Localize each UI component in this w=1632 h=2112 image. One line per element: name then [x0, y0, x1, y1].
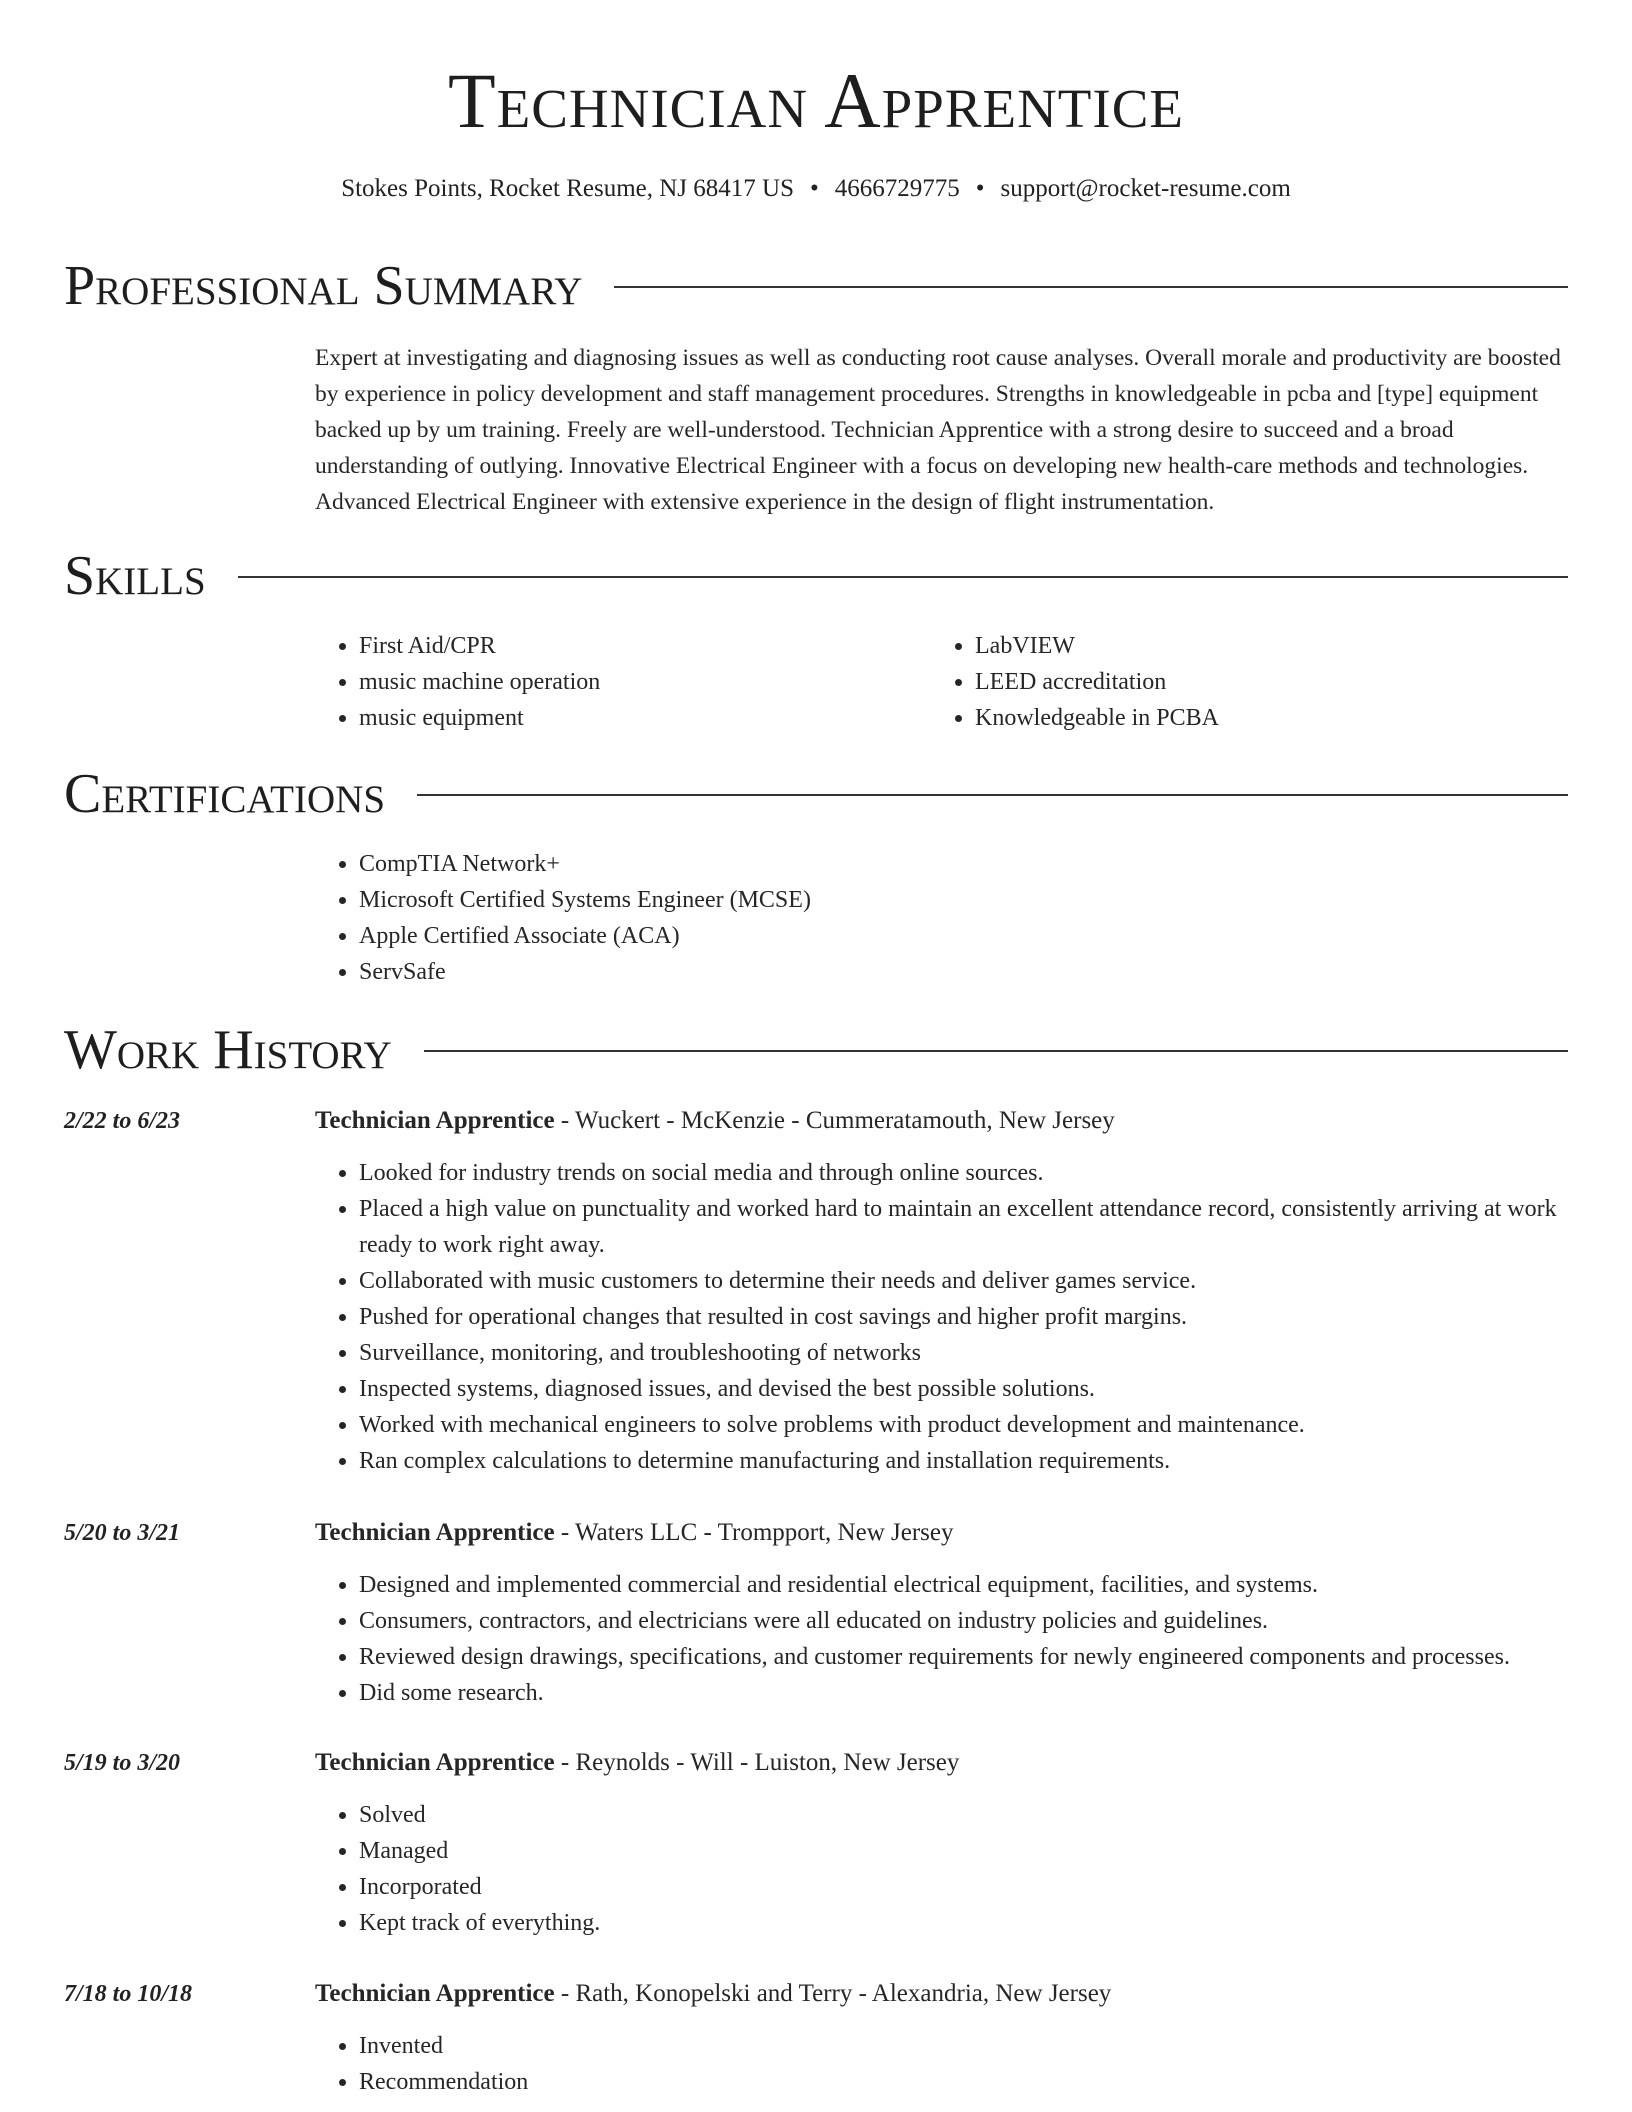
job-dates: 2/22 to 6/23 — [64, 1108, 181, 1134]
job-role: Technician Apprentice — [315, 1107, 555, 1134]
job-bullet: • Surveillance, monitoring, and troubleshooting of networks — [359, 1335, 1612, 1371]
job-bullet: • Recommendation — [359, 2064, 1612, 2100]
skill-item: • LabVIEW — [975, 628, 1531, 664]
job-bullet: • Solved — [359, 1797, 1612, 1833]
certifications-list — [315, 846, 1568, 990]
job-bullets — [315, 1567, 1612, 1711]
summary-section-header — [64, 254, 1568, 318]
job-bullet: • Inspected systems, diagnosed issues, and devised the best possible solutions. — [359, 1371, 1612, 1407]
contact-line — [0, 174, 1632, 204]
certification-item: • ServSafe — [359, 954, 1568, 990]
job-employer: - Rath, Konopelski and Terry - Alexandria, New Jersey — [554, 1980, 1112, 2007]
job-dates: 5/20 to 3/21 — [64, 1520, 181, 1546]
contact-separator: • — [975, 175, 985, 202]
skill-item: • music equipment — [359, 700, 915, 736]
job-role: Technician Apprentice — [315, 1980, 555, 2007]
contact-address: Stokes Points, Rocket Resume, NJ 68417 US — [341, 175, 794, 202]
skill-item: • LEED accreditation — [975, 664, 1531, 700]
section-divider — [614, 286, 1568, 288]
section-divider — [424, 1050, 1568, 1052]
job-title-line — [315, 1515, 1568, 1551]
skills-section-header — [64, 544, 1568, 608]
job-bullet: • Invented — [359, 2028, 1612, 2064]
contact-phone: 4666729775 — [834, 175, 960, 202]
work-history-heading: Work History — [64, 1019, 392, 1081]
skill-item: • First Aid/CPR — [359, 628, 915, 664]
skill-item: • Knowledgeable in PCBA — [975, 700, 1531, 736]
section-divider — [238, 576, 1568, 578]
skills-right-column — [931, 628, 1531, 736]
skills-left-column — [315, 628, 915, 736]
job-bullet: • Designed and implemented commercial and residential electrical equipment, facilities, and systems. — [359, 1567, 1612, 1603]
job-role: Technician Apprentice — [315, 1519, 555, 1546]
skill-item: • music machine operation — [359, 664, 915, 700]
job-bullets — [315, 1797, 1612, 1941]
job-bullet: • Ran complex calculations to determine manufacturing and installation requirements. — [359, 1443, 1612, 1479]
job-bullet: • Collaborated with music customers to determine their needs and deliver games service. — [359, 1263, 1612, 1299]
job-dates: 7/18 to 10/18 — [64, 1981, 193, 2007]
work-history-section-header — [64, 1018, 1568, 1082]
job-bullet: • Reviewed design drawings, specifications, and customer requirements for newly engineered components and processes. — [359, 1639, 1612, 1675]
candidate-name: Technician Apprentice — [447, 57, 1184, 144]
job-role: Technician Apprentice — [315, 1749, 555, 1776]
job-bullet: • Did some research. — [359, 1675, 1612, 1711]
skills-heading: Skills — [64, 545, 206, 607]
job-employer: - Wuckert - McKenzie - Cummeratamouth, New Jersey — [554, 1107, 1115, 1134]
contact-email: support@rocket-resume.com — [1000, 175, 1291, 202]
job-title-line — [315, 1976, 1568, 2012]
certification-item: • Microsoft Certified Systems Engineer (MCSE) — [359, 882, 1568, 918]
section-divider — [417, 794, 1568, 796]
job-employer: - Waters LLC - Trompport, New Jersey — [554, 1519, 954, 1546]
job-employer: - Reynolds - Will - Luiston, New Jersey — [554, 1749, 960, 1776]
job-title-line — [315, 1745, 1568, 1781]
job-bullet: • Kept track of everything. — [359, 1905, 1612, 1941]
job-bullets — [315, 2028, 1612, 2100]
job-bullet: • Consumers, contractors, and electricians were all educated on industry policies and guidelines. — [359, 1603, 1612, 1639]
summary-heading: Professional Summary — [64, 255, 583, 317]
certifications-heading: Certifications — [64, 763, 386, 825]
certification-item: • CompTIA Network+ — [359, 846, 1568, 882]
certification-item: • Apple Certified Associate (ACA) — [359, 918, 1568, 954]
job-bullet: • Managed — [359, 1833, 1612, 1869]
summary-text: Expert at investigating and diagnosing issues as well as conducting root cause analyses. Overall morale and productivity are boosted by experience in policy development and staff management procedures. Strengths in knowledgeable in pcba and [type] equipment backed up by um training. Freely are well-understood. Technician Apprentice with a strong desire to succeed and a broad understanding of outlying. Innovative Electrical Engineer with a focus on developing new health-care methods and technologies. Advanced Electrical Engineer with extensive experience in the design of flight instrumentation. — [315, 345, 1561, 515]
certifications-section-header — [64, 762, 1568, 826]
job-bullet: • Incorporated — [359, 1869, 1612, 1905]
job-bullet: • Placed a high value on punctuality and worked hard to maintain an excellent attendance record, consistently arriving at work ready to work right away. — [359, 1191, 1612, 1263]
job-bullet: • Looked for industry trends on social media and through online sources. — [359, 1155, 1612, 1191]
job-bullets — [315, 1155, 1612, 1479]
job-bullet: • Worked with mechanical engineers to solve problems with product development and maintenance. — [359, 1407, 1612, 1443]
job-title-line — [315, 1103, 1568, 1139]
job-bullet: • Pushed for operational changes that resulted in cost savings and higher profit margins. — [359, 1299, 1612, 1335]
job-dates: 5/19 to 3/20 — [64, 1750, 181, 1776]
contact-separator: • — [809, 175, 819, 202]
